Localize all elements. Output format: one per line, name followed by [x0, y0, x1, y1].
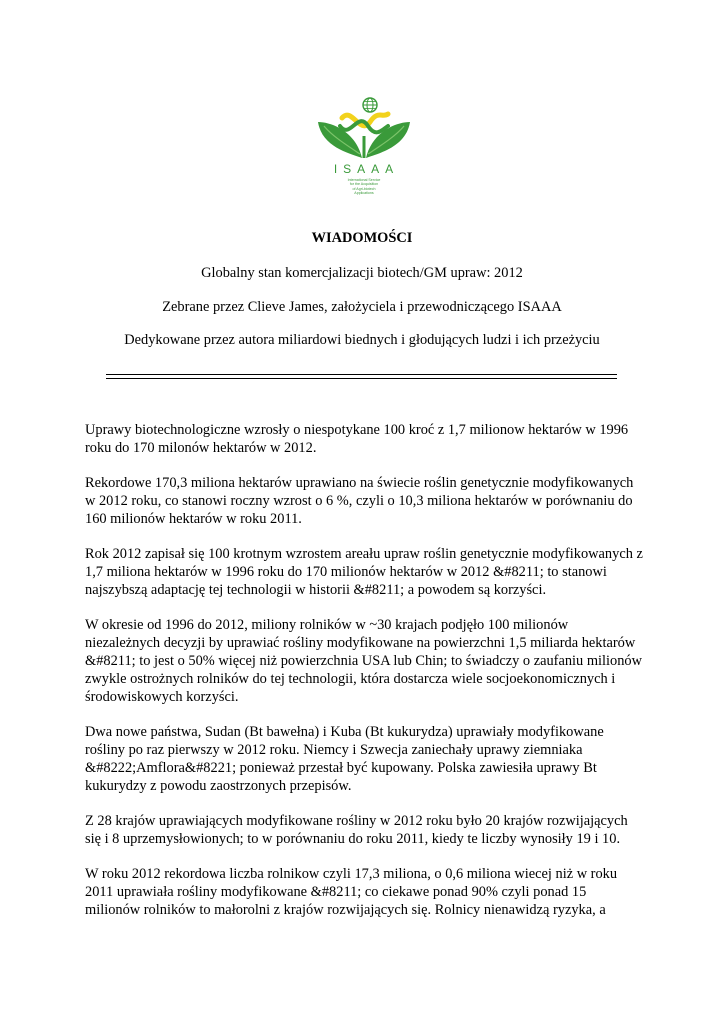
- dedication-line: Dedykowane przez autora miliardowi biednych i głodujących ludzi i ich przeżyciu: [124, 332, 600, 348]
- paragraph: Z 28 krajów uprawiających modyfikowane rośliny w 2012 roku było 20 krajów rozwijających się i 8 uprzemysłowionych; to w porównaniu do roku 2011, kiedy te liczby wynosiły 19 i 10.: [85, 813, 628, 847]
- logo-leaves-icon: [312, 96, 416, 162]
- logo-subtitle-line: for the Acquisition: [349, 182, 379, 187]
- paragraph: Uprawy biotechnologiczne wzrosły o niespotykane 100 kroć z 1,7 milionow hektarów w 1996 roku do 170 milonów hektarów w 2012.: [85, 422, 629, 456]
- paragraph: W okresie od 1996 do 2012, miliony rolników w ~30 krajach podjęło 100 milionów niezależnych decyzji by uprawiać rośliny modyfikowane na powierzchni 1,5 miliarda hektarów &#8211; to jest o 50% więcej niż powierzchnia USA lub Chin; to świadczy o zaufaniu milionów zwykle ostrożnych rolników do tej technologii, która dostarcza wiele socjoekonomicznych i środowiskowych korzyści.: [85, 617, 642, 705]
- logo-subtitle: [312, 178, 416, 196]
- paragraph: Rekordowe 170,3 miliona hektarów uprawiano na świecie roślin genetycznie modyfikowanych w 2012 roku, co stanowi roczny wzrost o 6 %, czyli o 10,3 miliona hektarów w porównaniu do 160 milionów hektarów w roku 2011.: [85, 475, 634, 527]
- paragraph: Dwa nowe państwa, Sudan (Bt bawełna) i Kuba (Bt kukurydza) uprawiały modyfikowane rośliny po raz pierwszy w 2012 roku. Niemcy i Szwecja zaniechały uprawy ziemniaka &#8222;Amflora&#8221; ponieważ przestał być kupowany. Polska zawiesiła uprawy Bt kukurydzy z powodu zaostrzonych przepisów.: [85, 724, 604, 794]
- author-line: Zebrane przez Clieve James, założyciela i przewodniczącego ISAAA: [162, 299, 562, 315]
- paragraph: W roku 2012 rekordowa liczba rolnikow czyli 17,3 miliona, o 0,6 miliona wiecej niż w roku 2011 uprawiała rośliny modyfikowane &#8211; co ciekawe ponad 90% czyli ponad 15 milionów rolników to małorolni z krajów rozwijających się. Rolnicy nienawidzą ryzyka, a: [85, 866, 618, 918]
- logo-subtitle-line: Applications: [354, 191, 374, 196]
- report-subtitle: Globalny stan komercjalizacji biotech/GM upraw: 2012: [201, 265, 523, 281]
- double-rule-divider: [106, 374, 617, 379]
- article-body: [85, 421, 645, 936]
- logo-subtitle-line: International Service: [347, 178, 381, 182]
- isaaa-logo: [312, 96, 416, 208]
- logo-subtitle-line: of Agri-biotech: [352, 186, 376, 191]
- logo-name: ISAAA: [333, 162, 400, 176]
- page-title: WIADOMOŚCI: [311, 230, 413, 246]
- paragraph: Rok 2012 zapisał się 100 krotnym wzrostem areału upraw roślin genetycznie modyfikowanych z 1,7 miliona hektarów w 1996 roku do 170 milionów hektarów w 2012 &#8211; to stanowi najszybszą adaptację tej technologii w historii &#8211; a powodem są korzyści.: [85, 546, 643, 598]
